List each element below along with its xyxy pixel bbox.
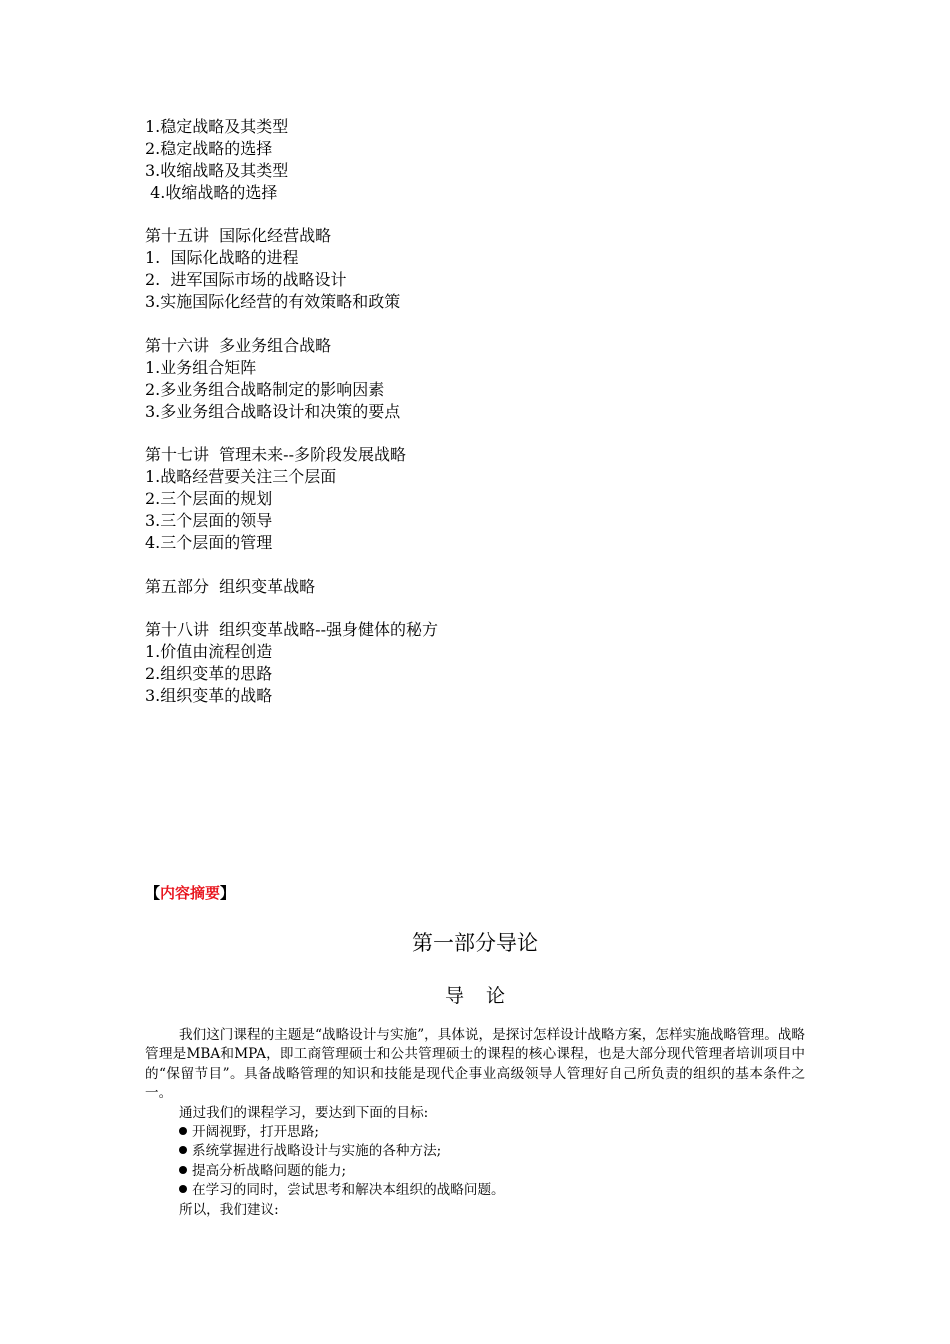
toc-item: 2.多业务组合战略制定的影响因素 <box>145 379 385 399</box>
toc-item: 4.三个层面的管理 <box>145 532 273 552</box>
toc-item: 2. 进军国际市场的战略设计 <box>145 270 347 290</box>
part-heading: 第五部分 组织变革战略 <box>145 576 316 596</box>
spacer <box>145 554 785 576</box>
lecture-heading: 第十五讲 国际化经营战略 <box>145 226 332 246</box>
toc-item: 1.业务组合矩阵 <box>145 357 257 377</box>
toc-item: 3.多业务组合战略设计和决策的要点 <box>145 401 401 421</box>
bracket-close: 】 <box>220 884 236 902</box>
summary-label <box>145 882 235 904</box>
section-title: 导论 <box>444 985 527 1007</box>
bullet-icon <box>179 1127 187 1135</box>
lecture-heading: 第十六讲 多业务组合战略 <box>145 335 332 355</box>
intro-paragraph: 我们这门课程的主题是“战略设计与实施”，具体说，是探讨怎样设计战略方案，怎样实施战略管理。战略管理是MBA和MPA，即工商管理硕士和公共管理硕士的课程的核心课程，也是大部分现代管理者培训项目中的“保留节目”。具备战略管理的知识和技能是现代企事业高级领导人管理好自己所负责的组织的基本条件之一。 <box>145 1027 805 1102</box>
table-of-contents <box>145 116 785 707</box>
summary-label-text: 内容摘要 <box>160 884 221 902</box>
toc-item: 1.价值由流程创造 <box>145 642 273 662</box>
goal-item <box>145 1142 805 1161</box>
spacer <box>145 598 785 620</box>
spacer <box>145 422 785 444</box>
toc-item: 1. 国际化战略的进程 <box>145 248 299 268</box>
toc-item: 1.战略经营要关注三个层面 <box>145 467 337 487</box>
goal-item <box>145 1162 805 1181</box>
toc-item: 3.收缩战略及其类型 <box>145 160 289 180</box>
toc-item: 1.稳定战略及其类型 <box>145 117 289 136</box>
goals-intro: 通过我们的课程学习，要达到下面的目标: <box>179 1104 429 1121</box>
toc-item: 2.组织变革的思路 <box>145 664 273 684</box>
toc-item: 3.实施国际化经营的有效策略和政策 <box>145 292 401 312</box>
toc-item: 4.收缩战略的选择 <box>145 182 278 202</box>
goal-text: 提高分析战略问题的能力; <box>192 1162 347 1179</box>
toc-item: 2.三个层面的规划 <box>145 489 273 509</box>
lecture-heading: 第十八讲 组织变革战略--强身健体的秘方 <box>145 620 438 640</box>
bullet-icon <box>179 1166 187 1174</box>
bracket-open: 【 <box>145 884 161 902</box>
goal-item <box>145 1181 805 1200</box>
toc-item: 2.稳定战略的选择 <box>145 138 273 158</box>
part-title: 第一部分导论 <box>412 931 538 955</box>
bullet-icon <box>179 1146 187 1154</box>
intro-body <box>145 1026 805 1220</box>
spacer <box>145 313 785 335</box>
goal-item <box>145 1123 805 1142</box>
goal-text: 开阔视野，打开思路; <box>192 1124 319 1141</box>
toc-item: 3.组织变革的战略 <box>145 686 273 706</box>
spacer <box>145 204 785 226</box>
goal-text: 系统掌握进行战略设计与实施的各种方法; <box>192 1143 442 1160</box>
bullet-icon <box>179 1185 187 1193</box>
closing-line: 所以，我们建议: <box>179 1201 279 1218</box>
lecture-heading: 第十七讲 管理未来--多阶段发展战略 <box>145 445 406 465</box>
toc-item: 3.三个层面的领导 <box>145 511 273 531</box>
goal-text: 在学习的同时，尝试思考和解决本组织的战略问题。 <box>192 1182 505 1199</box>
